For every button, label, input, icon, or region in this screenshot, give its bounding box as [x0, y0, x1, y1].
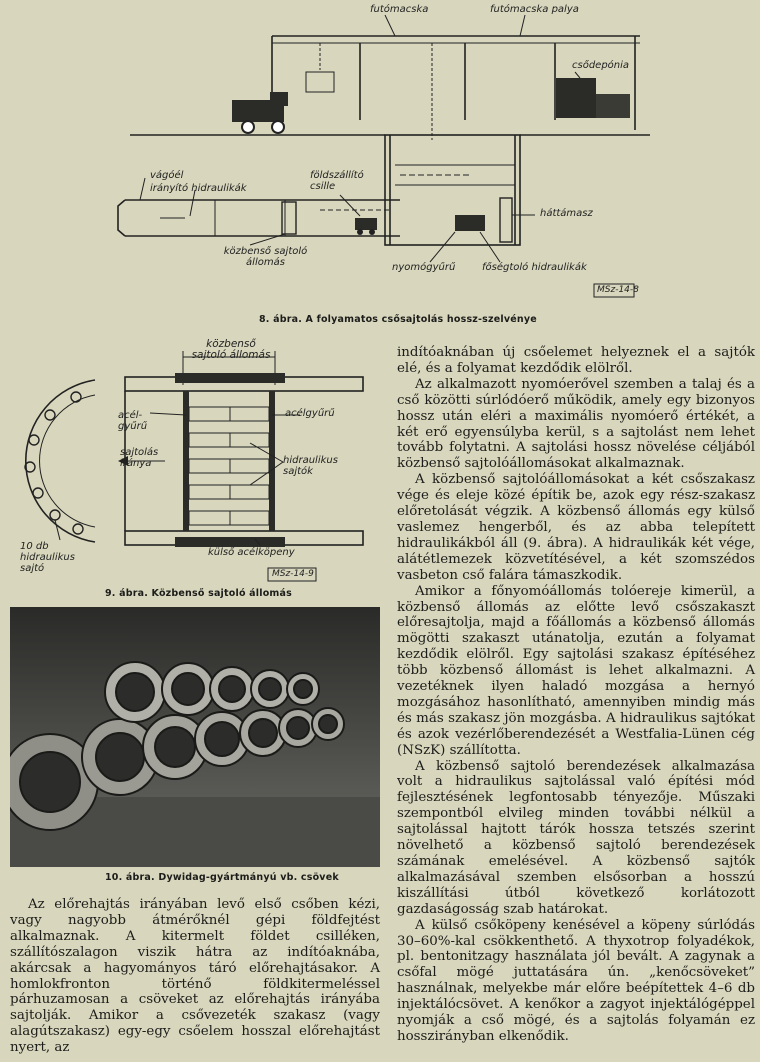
paragraph: Az alkalmazott nyomóerővel szemben a talaj és a cső közötti súrlódóerő működik, amely egy bizonyos hossz után eléri a maximális nyomóerő értékét, a két erő egyensúlyba kerül, s a sajtolást nem lehet tovább folytatni. A sajtolási hossz növelése céljából közbenső sajtolóállomásokat alkalmaznak.	[397, 376, 755, 472]
pipe-depot-icon	[556, 78, 596, 118]
label-crane: futómacska	[370, 4, 429, 15]
label-main-hydraulics: főségtoló hidraulikák	[482, 262, 587, 273]
label-intermediate-station: közbenső sajtoló állomás	[223, 246, 308, 268]
label-cutting-edge: vágóél	[150, 170, 184, 181]
label-pressure-ring: nyomógyűrű	[392, 262, 456, 273]
figure-8-stamp: MSz-14-8	[597, 285, 639, 295]
left-column	[10, 897, 380, 1056]
right-column	[397, 345, 755, 1045]
label-station: közbenső sajtoló állomás	[191, 338, 271, 361]
paragraph: A közbenső sajtoló berendezések alkalmazása volt a hidraulikus sajtolással való építési mód fejlesztésének legfontosabb tényezője. Műszaki szempontból elvileg minden további nélkül a sajtolással hajtott tárók hossza tetszés szerint növelhető a közbenső sajtoló berendezések számának emelésével. A közbenső sajtók alkalmazásával szemben elsősorban a hosszú kiszállítási útból következő korlátozott gazdaságosság szab határokat.	[397, 758, 755, 917]
label-hydraulic-jacks: hidraulikus sajtók	[283, 455, 338, 477]
figure-9-stamp: MSz-14-9	[272, 569, 314, 579]
paragraph: A külső csőköpeny kenésével a köpeny súrlódás 30–60%-kal csökkenthető. A thyxotrop folyadékok, pl. bentonitzagy használata jól bevált. A zagynak a csőfal mögé juttatására ún. „kenőcsöveket” használnak, melyekbe már előre beépítettek 4–6 db injektálócsövet. A kenőkor a zagyot injektálógéppel nyomják a cső mögé, és a sajtolás folyamán ez hosszirányban elkenődik.	[397, 917, 755, 1044]
figure-9	[0, 335, 385, 605]
figure-8-drawing	[0, 0, 760, 300]
label-steel-ring-right: acélgyűrű	[285, 408, 335, 419]
label-direction: sajtolás iránya	[120, 447, 159, 469]
paragraph: Amikor a főnyomóállomás tolóereje kimerül, a közbenső állomás az előtte levő csőszakaszt előresajtolja, majd a főállomás a közbenső állomás mögötti szakaszt utánatolja, ezután a folyamat kezdődik elölről. Egy sajtolási szakasz építéséhez több közbenső állomást is lehet alkalmazni. A vezetéknek ilyen haladó mozgása a hernyó mozgásához hasonlítható, amennyiben mindig más és más szakasz jön mozgásba. A hidraulikus sajtókat és azok vezérlőberendezését a Westfalia-Lünen cég (NSzK) szállította.	[397, 583, 755, 758]
label-soil-cart: földszállító csille	[310, 170, 364, 192]
label-ten-jacks: 10 db hidraulikus sajtó	[20, 541, 75, 574]
figure-10-caption: 10. ábra. Dywidag-gyártmányú vb. csövek	[105, 872, 339, 883]
figure-10-photo	[10, 607, 380, 867]
soil-cart-icon	[355, 218, 377, 230]
label-back-support: háttámasz	[540, 208, 593, 219]
paragraph: indítóaknában új csőelemet helyeznek el a sajtók elé, és a folyamat kezdődik elölről.	[397, 345, 755, 376]
label-steering-hydraulics: irányító hidraulikák	[150, 183, 247, 194]
label-steel-ring-left: acél-gyűrű	[118, 410, 148, 432]
label-crane-track: futómacska palya	[490, 4, 579, 15]
main-jack-icon	[455, 215, 485, 231]
label-pipe-depot: csődepónia	[572, 60, 630, 71]
figure-9-caption: 9. ábra. Közbenső sajtoló állomás	[105, 588, 292, 599]
paragraph: A közbenső sajtolóállomásokat a két csőszakasz vége és eleje közé építik be, azok egy rész-szakasz előretolását végzik. A közbenső állomás egy külső vaslemez hengerből, és az abba telepített hidraulikákból áll (9. ábra). A hidraulikák két vége, alátétlemezek közvetítésével, a két szomszédos vasbeton cső falára támaszkodik.	[397, 472, 755, 583]
label-outer-shell: külső acélköpeny	[208, 547, 295, 558]
left-paragraph: Az előrehajtás irányában levő első csőben kézi, vagy nagyobb átmérőknél gépi földfejtést alkalmaznak. A kitermelt földet csilléken, szállítószalagon viszik hátra az indítóaknába, akárcsak a hagyományos táró előrehajtásakor. A homlokfronton történő földkitermeléssel párhuzamosan a csöveket az előrehajtás irányába sajtolják. Amikor a csővezeték szakasz (vagy alagútszakasz) egy-egy csőelem hosszal előrehajtást nyert, az	[10, 897, 380, 1056]
figure-8	[0, 0, 760, 330]
figure-8-caption: 8. ábra. A folyamatos csősajtolás hossz-szelvénye	[259, 314, 537, 325]
